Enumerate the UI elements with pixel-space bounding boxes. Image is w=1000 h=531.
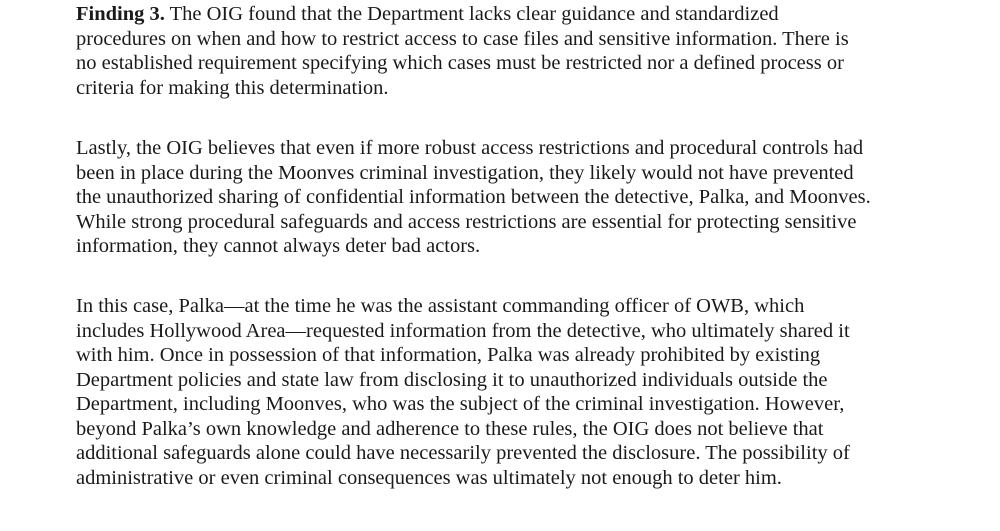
finding-label: Finding 3.: [76, 3, 165, 25]
paragraph-line: with him. Once in possession of that information, Palka was already prohibited by existing: [76, 344, 821, 366]
paragraph-line: procedures on when and how to restrict access to case files and sensitive information. There is: [76, 27, 849, 50]
paragraph-line: In this case, Palka—at the time he was the assistant commanding officer of OWB, which: [76, 295, 805, 317]
in-this-case-paragraph: [76, 294, 991, 490]
paragraph-line: While strong procedural safeguards and access restrictions are essential for protecting sensitive: [76, 210, 857, 233]
paragraph-line: [76, 2, 991, 27]
paragraph-line: the unauthorized sharing of confidential information between the detective, Palka, and Moonves.: [76, 186, 871, 208]
paragraph-line: Department, including Moonves, who was the subject of the criminal investigation. However,: [76, 393, 845, 415]
paragraph-line: administrative or even criminal consequences was ultimately not enough to deter him.: [76, 466, 782, 489]
paragraph-line: Department policies and state law from disclosing it to unauthorized individuals outside the: [76, 368, 828, 391]
paragraph-line: includes Hollywood Area—requested information from the detective, who ultimately shared it: [76, 319, 850, 342]
paragraph-line: additional safeguards alone could have necessarily prevented the disclosure. The possibility of: [76, 442, 850, 464]
lastly-paragraph: [76, 136, 991, 259]
paragraph-line: criteria for making this determination.: [76, 76, 389, 99]
paragraph-line: no established requirement specifying which cases must be restricted nor a defined process or: [76, 52, 844, 74]
finding-line-1-text: The OIG found that the Department lacks clear guidance and standardized: [164, 3, 779, 25]
paragraph-line: Lastly, the OIG believes that even if more robust access restrictions and procedural controls had: [76, 137, 864, 159]
finding-3-paragraph: [76, 2, 991, 100]
paragraph-line: information, they cannot always deter bad actors.: [76, 235, 481, 257]
paragraph-line: been in place during the Moonves criminal investigation, they likely would not have prevented: [76, 161, 854, 184]
paragraph-line: beyond Palka’s own knowledge and adherence to these rules, the OIG does not believe that: [76, 417, 824, 440]
